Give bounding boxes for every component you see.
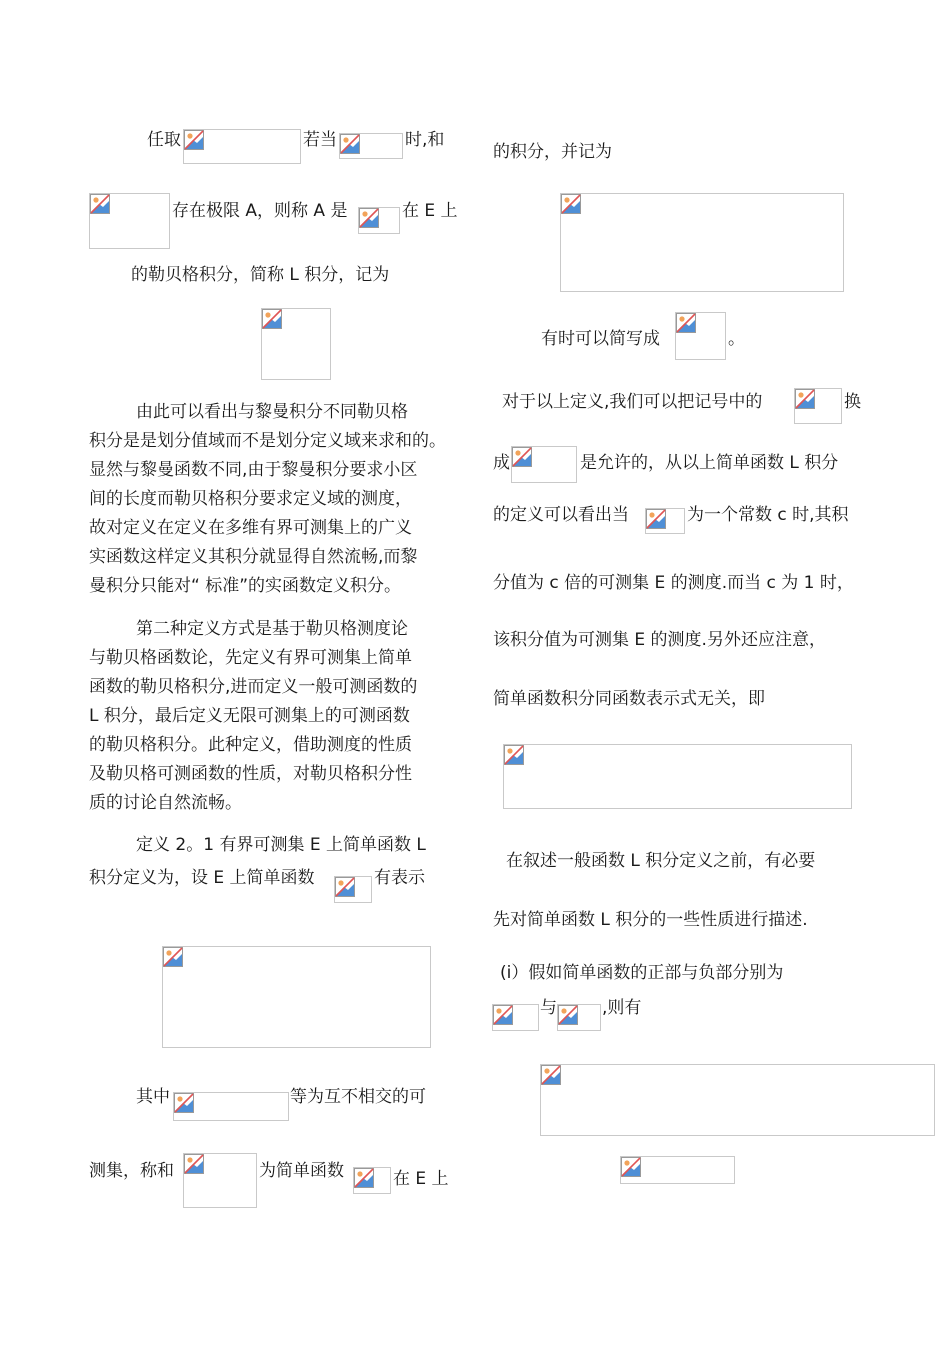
- broken-image-icon: [504, 745, 524, 765]
- paragraph-line: 实函数这样定义其积分就显得自然流畅,而黎: [89, 547, 418, 567]
- text-r2-a: 有时可以简写成: [541, 329, 660, 349]
- text-r4-b: 是允许的，从以上简单函数 L 积分: [580, 453, 839, 473]
- formula-image: [511, 446, 577, 483]
- text-def-l2-b: 有表示: [374, 868, 425, 888]
- text-r10: 先对简单函数 L 积分的一些性质进行描述.: [493, 910, 808, 930]
- text-r6: 分值为 c 倍的可测集 E 的测度.而当 c 为 1 时，: [493, 573, 854, 593]
- paragraph-line: L 积分，最后定义无限可测集上的可测函数: [89, 706, 410, 726]
- paragraph-line: 第二种定义方式是基于勒贝格测度论: [136, 619, 408, 639]
- broken-image-icon: [184, 1154, 204, 1174]
- broken-image-icon: [561, 194, 581, 214]
- text-l2-a: 存在极限 A，则称 A 是: [172, 201, 348, 221]
- formula-image: [173, 1092, 289, 1121]
- broken-image-icon: [621, 1157, 641, 1177]
- text-r12-b: ,则有: [602, 998, 642, 1018]
- formula-image: [89, 193, 170, 249]
- broken-image-icon: [558, 1005, 578, 1025]
- formula-image: [492, 1004, 539, 1031]
- formula-image: [794, 388, 842, 424]
- broken-image-icon: [174, 1093, 194, 1113]
- text-l1-b: 若当: [303, 130, 337, 150]
- definition-heading: 定义 2。1 有界可测集 E 上简单函数 L: [136, 835, 426, 855]
- paragraph-line: 故对定义在定义在多维有界可测集上的广义: [89, 518, 412, 538]
- text-q1-b: 等为互不相交的可: [290, 1087, 426, 1107]
- text-r1: 的积分，并记为: [493, 142, 612, 162]
- formula-image: [358, 207, 400, 234]
- text-r2-b: 。: [728, 329, 745, 349]
- paragraph-line: 积分是是划分值域而不是划分定义域来求和的。: [89, 431, 446, 451]
- text-r3-a: 对于以上定义,我们可以把记号中的: [502, 392, 763, 412]
- text-l1-c: 时,和: [405, 130, 445, 150]
- broken-image-icon: [340, 134, 360, 154]
- paragraph-line: 及勒贝格可测函数的性质，对勒贝格积分性: [89, 764, 412, 784]
- broken-image-icon: [335, 877, 355, 897]
- broken-image-icon: [90, 194, 110, 214]
- formula-image: [183, 129, 301, 164]
- paragraph-line: 曼积分只能对“ 标准”的实函数定义积分。: [89, 576, 402, 596]
- paragraph-line: 显然与黎曼函数不同,由于黎曼积分要求小区: [89, 460, 418, 480]
- text-r4-a: 成: [493, 453, 510, 473]
- formula-image: [560, 193, 844, 292]
- formula-image: [675, 312, 726, 360]
- text-r5-a: 的定义可以看出当: [493, 505, 629, 525]
- text-l3: 的勒贝格积分，简称 L 积分，记为: [131, 265, 390, 285]
- formula-image: [339, 133, 403, 159]
- broken-image-icon: [359, 208, 379, 228]
- text-r7: 该积分值为可测集 E 的测度.另外还应注意，: [493, 630, 826, 650]
- broken-image-icon: [512, 447, 532, 467]
- broken-image-icon: [184, 130, 204, 150]
- broken-image-icon: [354, 1168, 374, 1188]
- paragraph-line: 函数的勒贝格积分,进而定义一般可测函数的: [89, 677, 418, 697]
- text-q1-a: 其中: [136, 1087, 170, 1107]
- formula-image: [261, 308, 331, 380]
- text-r12-a: 与: [540, 998, 557, 1018]
- text-def-l2-a: 积分定义为，设 E 上简单函数: [89, 868, 315, 888]
- formula-image: [162, 946, 431, 1048]
- formula-image: [503, 744, 852, 809]
- broken-image-icon: [262, 309, 282, 329]
- text-r5-b: 为一个常数 c 时,其积: [687, 505, 849, 525]
- formula-image: [557, 1004, 601, 1031]
- paragraph-line: 间的长度而勒贝格积分要求定义域的测度，: [89, 489, 412, 509]
- text-r8: 简单函数积分同函数表示式无关，即: [493, 689, 765, 709]
- text-l1-a: 任取: [147, 130, 181, 150]
- formula-image: [540, 1064, 935, 1136]
- broken-image-icon: [163, 947, 183, 967]
- paragraph-riemann-comparison: [89, 398, 446, 601]
- formula-image: [334, 876, 372, 903]
- paragraph-line: 质的讨论自然流畅。: [89, 793, 242, 813]
- broken-image-icon: [676, 313, 696, 333]
- broken-image-icon: [795, 389, 815, 409]
- broken-image-icon: [646, 509, 666, 529]
- paragraph-line: 与勒贝格函数论，先定义有界可测集上简单: [89, 648, 412, 668]
- text-r3-b: 换: [844, 392, 861, 412]
- formula-image: [645, 508, 685, 534]
- broken-image-icon: [541, 1065, 561, 1085]
- text-r9: 在叙述一般函数 L 积分定义之前，有必要: [506, 851, 816, 871]
- text-q2-a: 测集，称和: [89, 1161, 174, 1181]
- text-r11: (i）假如简单函数的正部与负部分别为: [500, 963, 784, 983]
- paragraph-line: 由此可以看出与黎曼积分不同勒贝格: [136, 402, 408, 422]
- paragraph-line: 的勒贝格积分。此种定义，借助测度的性质: [89, 735, 412, 755]
- text-q2-c: 在 E 上: [393, 1169, 449, 1189]
- paragraph-second-definition: [89, 615, 417, 818]
- formula-image: [620, 1156, 735, 1184]
- text-q2-b: 为简单函数: [259, 1161, 344, 1181]
- text-l2-b: 在 E 上: [402, 201, 458, 221]
- broken-image-icon: [493, 1005, 513, 1025]
- formula-image: [183, 1153, 257, 1208]
- formula-image: [353, 1167, 391, 1194]
